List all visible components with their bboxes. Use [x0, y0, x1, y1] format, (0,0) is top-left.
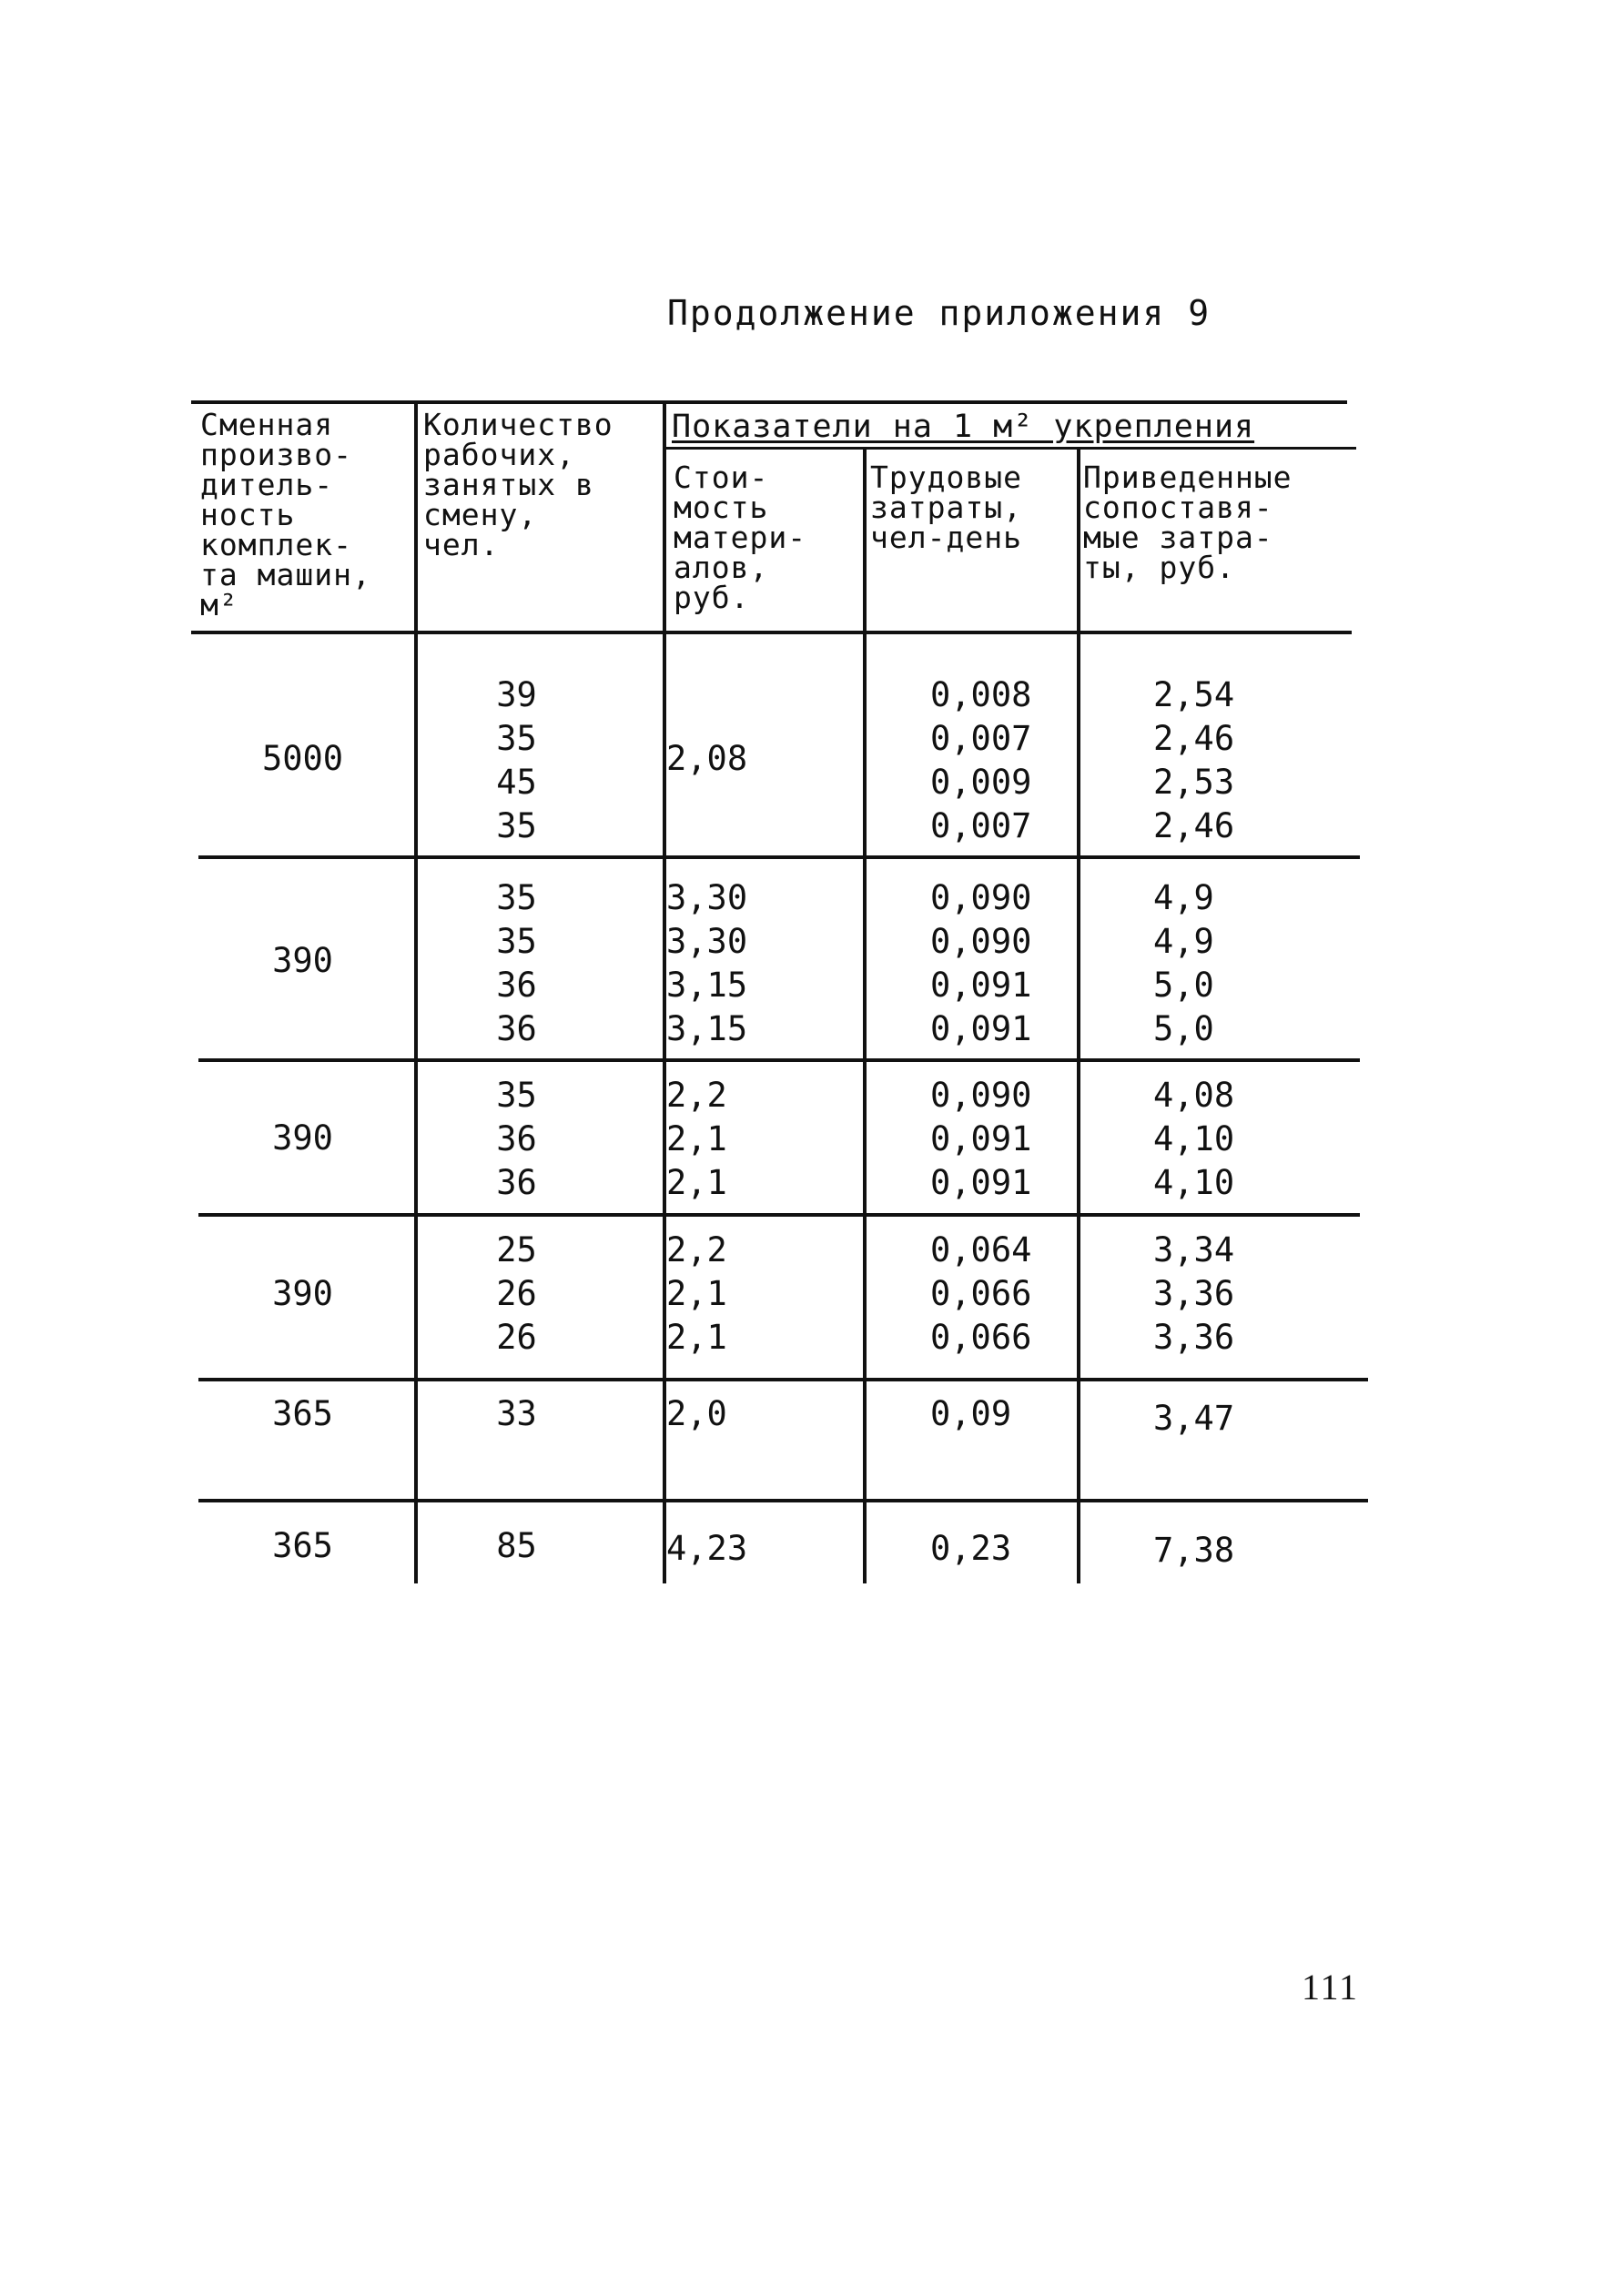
row-5-labor: 0,09 — [930, 1394, 1012, 1433]
cost-indicators-table — [191, 400, 1365, 1583]
page-heading: Продолжение приложения 9 — [667, 293, 1212, 333]
row-6-reduced-cost: 7,38 — [1153, 1531, 1235, 1570]
row-4-labor: 0,064 0,066 0,066 — [930, 1230, 1032, 1357]
page-number: 111 — [1302, 1967, 1360, 2008]
header-workers: Количество рабочих, занятых в смену, чел. — [423, 407, 613, 562]
row-1-workers: 39 35 45 35 — [496, 675, 537, 845]
row-1-reduced-cost: 2,54 2,46 2,53 2,46 — [1153, 675, 1235, 845]
row-2-productivity: 390 — [272, 941, 333, 980]
row-3-material-cost: 2,2 2,1 2,1 — [666, 1076, 727, 1202]
row-1-material-cost: 2,08 — [666, 739, 748, 778]
row-4-workers: 25 26 26 — [496, 1230, 537, 1357]
row-5-productivity: 365 — [272, 1394, 333, 1433]
row-6-productivity: 365 — [272, 1526, 333, 1565]
row-2-workers: 35 35 36 36 — [496, 878, 537, 1048]
header-labor: Трудовые затраты, чел-день — [870, 460, 1022, 555]
row-1-productivity: 5000 — [261, 739, 344, 778]
row-3-labor: 0,090 0,091 0,091 — [930, 1076, 1032, 1202]
row-3-productivity: 390 — [272, 1118, 333, 1158]
row-3-reduced-cost: 4,08 4,10 4,10 — [1153, 1076, 1235, 1202]
row-rule-3 — [198, 1213, 1360, 1217]
header-productivity: Сменная произво- дитель- ность комплек- та машин, м² — [200, 407, 371, 622]
row-rule-5 — [198, 1499, 1368, 1502]
row-5-workers: 33 — [496, 1394, 537, 1433]
row-2-material-cost: 3,30 3,30 3,15 3,15 — [666, 878, 748, 1048]
row-2-reduced-cost: 4,9 4,9 5,0 5,0 — [1153, 878, 1214, 1048]
header-indicators-group: Показатели на 1 м² укрепления — [672, 409, 1255, 445]
header-material-cost: Стои- мость матери- алов, руб. — [674, 460, 807, 615]
row-6-labor: 0,23 — [930, 1529, 1012, 1568]
table-top-rule — [191, 400, 1347, 404]
row-4-reduced-cost: 3,34 3,36 3,36 — [1153, 1230, 1235, 1357]
row-6-material-cost: 4,23 — [666, 1529, 748, 1568]
row-5-reduced-cost: 3,47 — [1153, 1399, 1235, 1438]
row-3-workers: 35 36 36 — [496, 1076, 537, 1202]
group-header-rule — [666, 447, 1356, 450]
row-6-workers: 85 — [496, 1526, 537, 1565]
row-4-material-cost: 2,2 2,1 2,1 — [666, 1230, 727, 1357]
row-rule-1 — [198, 855, 1360, 859]
header-bottom-rule — [191, 631, 1352, 634]
header-reduced-cost: Приведенные сопоставя- мые затра- ты, руб. — [1083, 460, 1293, 585]
row-rule-2 — [198, 1058, 1360, 1062]
row-1-labor: 0,008 0,007 0,009 0,007 — [930, 675, 1032, 845]
row-4-productivity: 390 — [272, 1274, 333, 1313]
row-2-labor: 0,090 0,090 0,091 0,091 — [930, 878, 1032, 1048]
row-rule-4 — [198, 1378, 1368, 1381]
row-5-material-cost: 2,0 — [666, 1394, 727, 1433]
